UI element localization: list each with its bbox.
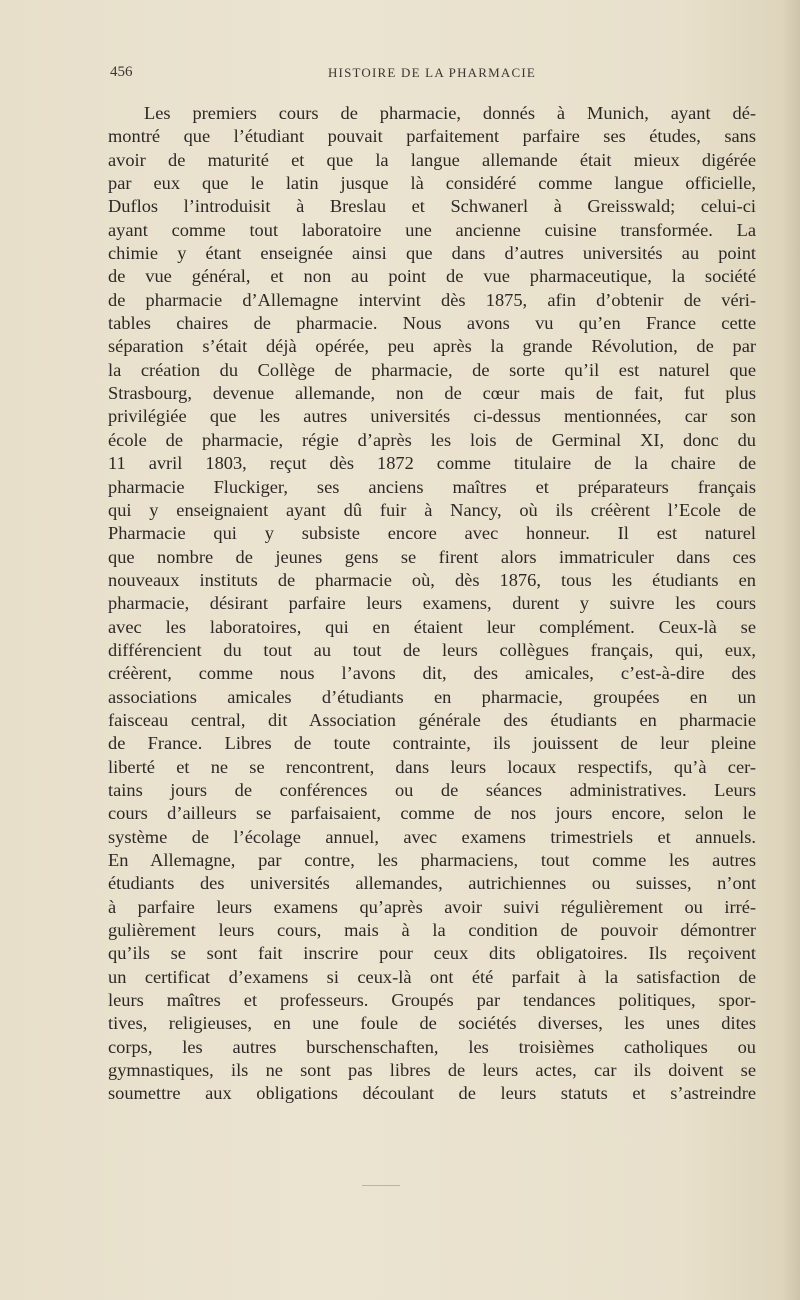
text-line: par eux que le latin jusque là considéré comme langue officielle, [108, 173, 756, 194]
text-line: pharmacie Fluckiger, ses anciens maîtres et préparateurs français [108, 476, 756, 497]
text-line: différencient du tout au tout de leurs collègues français, qui, eux, [108, 639, 756, 660]
text-line: leurs maîtres et professeurs. Groupés par tendances politiques, spor- [108, 990, 756, 1011]
text-line: tives, religieuses, en une foule de sociétés diverses, les unes dites [108, 1013, 756, 1034]
text-line: En Allemagne, par contre, les pharmaciens, tout comme les autres [108, 850, 756, 870]
text-line: école de pharmacie, régie d’après les lois de Germinal XI, donc du [108, 429, 756, 450]
text-line: de vue général, et non au point de vue pharmaceutique, la société [108, 266, 756, 287]
text-line: 11 avril 1803, reçut dès 1872 comme titulaire de la chaire de [108, 453, 756, 474]
text-line: système de l’écolage annuel, avec examens trimestriels et annuels. [108, 826, 756, 847]
page-edge-shadow [782, 0, 800, 1300]
text-line: de pharmacie d’Allemagne intervint dès 1875, afin d’obtenir de véri- [108, 289, 756, 310]
text-line: tains jours de conférences ou de séances administratives. Leurs [108, 779, 756, 800]
text-line: faisceau central, dit Association générale des étudiants en pharmacie [108, 709, 756, 730]
text-line: soumettre aux obligations découlant de leurs statuts et s’astreindre [108, 1083, 756, 1104]
page-number: 456 [110, 64, 133, 80]
text-line: gulièrement leurs cours, mais à la condition de pouvoir démontrer [108, 920, 756, 941]
text-line: un certificat d’examens si ceux-là ont été parfait à la satisfaction de [108, 966, 756, 987]
page-header [110, 64, 754, 84]
text-line: la création du Collège de pharmacie, de sorte qu’il est naturel que [108, 359, 756, 380]
text-line: nouveaux instituts de pharmacie où, dès 1876, tous les étudiants en [108, 569, 756, 590]
text-line: qui y enseignaient ayant dû fuir à Nancy, où ils créèrent l’Ecole de [108, 499, 756, 520]
text-line: avec les laboratoires, qui en étaient leur complément. Ceux-là se [108, 616, 756, 637]
text-line: ayant comme tout laboratoire une ancienne cuisine transformée. La [108, 219, 756, 240]
text-line: que nombre de jeunes gens se firent alors immatriculer dans ces [108, 546, 756, 567]
text-line: montré que l’étudiant pouvait parfaitement parfaire ses études, sans [108, 126, 756, 147]
text-line: chimie y étant enseignée ainsi que dans d’autres universités au point [108, 243, 756, 264]
text-line: corps, les autres burschenschaften, les troisièmes catholiques ou [108, 1036, 756, 1057]
text-line: associations amicales d’étudiants en pharmacie, groupées en un [108, 686, 756, 707]
text-line: privilégiée que les autres universités ci-dessus mentionnées, car son [108, 406, 756, 427]
text-line: gymnastiques, ils ne sont pas libres de leurs actes, car ils doivent se [108, 1060, 756, 1081]
text-line: créèrent, comme nous l’avons dit, des amicales, c’est-à-dire des [108, 663, 756, 684]
text-line: Pharmacie qui y subsiste encore avec honneur. Il est naturel [108, 523, 756, 544]
text-line: pharmacie, désirant parfaire leurs examens, durent y suivre les cours [108, 593, 756, 614]
body-text [108, 102, 756, 1106]
text-line: séparation s’était déjà opérée, peu après la grande Révolution, de par [108, 336, 756, 357]
text-line: à parfaire leurs examens qu’après avoir suivi régulièrement ou irré- [108, 896, 756, 917]
text-line: de France. Libres de toute contrainte, ils jouissent de leur pleine [108, 733, 756, 754]
running-title: HISTOIRE DE LA PHARMACIE [327, 65, 537, 80]
text-line: Les premiers cours de pharmacie, donnés à Munich, ayant dé- [144, 103, 756, 123]
text-line: cours d’ailleurs se parfaisaient, comme de nos jours encore, selon le [108, 803, 756, 824]
footer-rule [362, 1185, 400, 1186]
text-line: Strasbourg, devenue allemande, non de cœur mais de fait, fut plus [108, 383, 756, 404]
text-line: Duflos l’introduisit à Breslau et Schwanerl à Greisswald; celui-ci [108, 196, 756, 217]
text-line: qu’ils se sont fait inscrire pour ceux dits obligatoires. Ils reçoivent [108, 943, 756, 964]
text-line: liberté et ne se rencontrent, dans leurs locaux respectifs, qu’à cer- [108, 756, 756, 777]
text-line: tables chaires de pharmacie. Nous avons vu qu’en France cette [108, 313, 756, 334]
text-line: étudiants des universités allemandes, autrichiennes ou suisses, n’ont [108, 873, 756, 894]
text-line: avoir de maturité et que la langue allemande était mieux digérée [108, 149, 756, 170]
